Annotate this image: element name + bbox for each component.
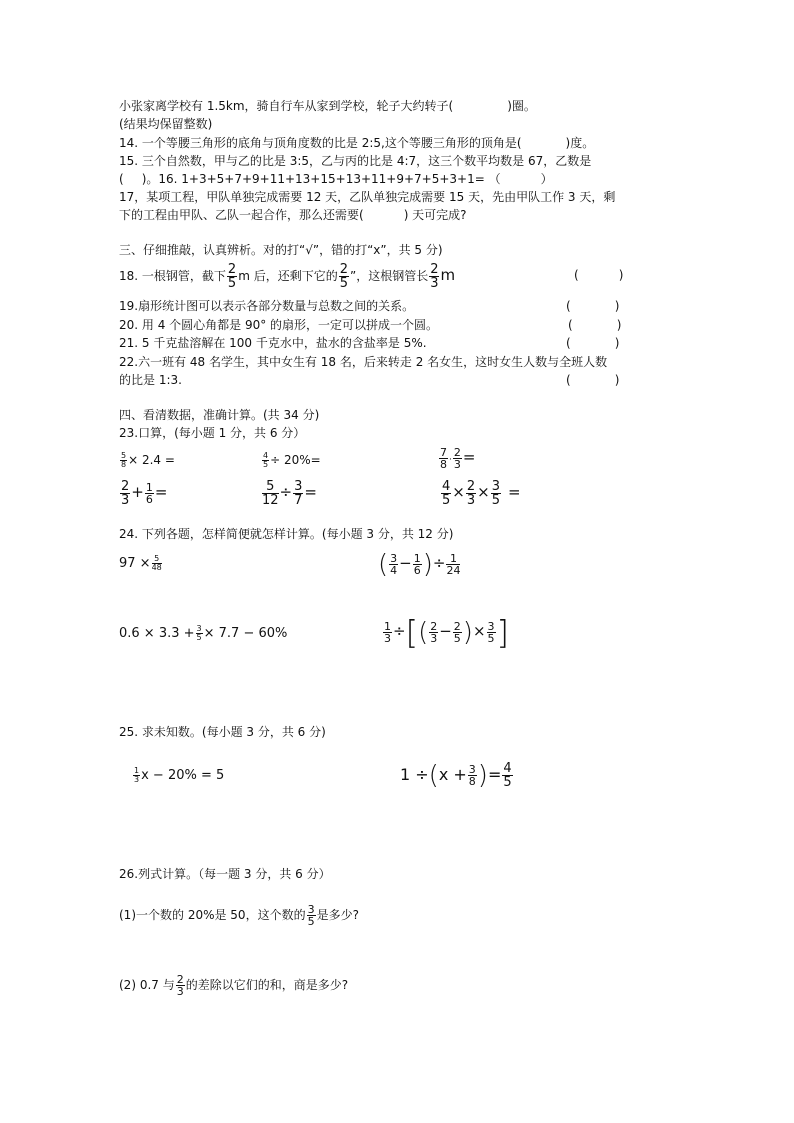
q22-line-2: 的比是 1:3. — [119, 373, 182, 387]
q15-line-1: 15. 三个自然数，甲与乙的比是 3:5，乙与丙的比是 4:7，这三个数平均数是 67，乙数是 — [119, 154, 592, 168]
fraction-7-8: $\frac{7}{8}$ — [440, 446, 447, 471]
q23-1-expression: × 2.4 = — [128, 453, 175, 467]
fraction-3-5: $\frac{3}{5}$ — [487, 620, 495, 645]
q13-tail: )圈。 — [507, 99, 536, 113]
fraction-1-3: $\frac{1}{3}$ — [134, 766, 140, 784]
times-sign: × — [472, 622, 486, 640]
equals-sign: = — [462, 448, 476, 466]
q23-heading: 23.口算，(每小题 1 分，共 6 分） — [119, 426, 306, 440]
fraction-2-5: $\frac{2}{5}$ — [227, 262, 237, 291]
fraction-3-5: $\frac{3}{5}$ — [307, 903, 315, 928]
q25-item-1 — [132, 762, 224, 790]
q15-line-2 — [119, 172, 553, 186]
fraction-3-4: $\frac{3}{4}$ — [390, 552, 398, 577]
q23-item-2 — [261, 448, 321, 472]
q23-item-3: $\frac{7}{8}$ · $\frac{2}{3}$ = — [440, 446, 476, 471]
q25-heading: 25. 求未知数。(每小题 3 分，共 6 分) — [119, 725, 326, 739]
close-bracket: ] — [496, 613, 510, 652]
equals-sign: = — [487, 765, 502, 784]
q17-line-2 — [119, 208, 467, 222]
fraction-2-3: $\frac{2}{3}$ — [466, 479, 476, 508]
q13-text: 小张家离学校有 1.5km，骑自行车从家到学校，轮子大约转子( — [119, 99, 454, 113]
q23-item-6 — [440, 476, 521, 509]
fraction-2-5: $\frac{2}{5}$ — [339, 262, 348, 291]
fraction-1-6: $\frac{1}{6}$ — [413, 552, 421, 577]
q18-text-3: ”，这根钢管长 — [349, 269, 429, 283]
q25-item-2 — [400, 756, 514, 794]
q24-item-3 — [119, 620, 287, 648]
q23-item-5 — [261, 476, 317, 509]
q16-text: )。16. 1+3+5+7+9+11+13+15+13+11+9+7+5+3+1= （ — [141, 172, 501, 186]
q26-item-1 — [119, 900, 359, 930]
q18-text-1: 18. 一根钢管，截下 — [119, 269, 226, 283]
q17-tail: ) 天可完成? — [403, 208, 467, 222]
open-bracket: [ — [405, 613, 419, 652]
fraction-2-3: $\frac{2}{3}$ — [430, 262, 439, 291]
equals-sign: = — [154, 483, 168, 501]
open-paren: ( — [428, 760, 439, 791]
q22-line-1: 22.六一班有 48 名学生，其中女生有 18 名，后来转走 2 名女生，这时女生人数与全班人数 — [119, 355, 608, 369]
fraction-4-5: $\frac{4}{5}$ — [263, 451, 269, 469]
q23-2-expression: ÷ 20%= — [270, 453, 321, 467]
q18-text-2: m 后，还剩下它的 — [238, 269, 338, 283]
q15-open: ( — [119, 172, 124, 186]
q24-1-head: 97 × — [119, 556, 151, 571]
q23-item-4 — [119, 476, 167, 509]
close-paren: ) — [477, 760, 488, 791]
open-paren: ( — [418, 617, 429, 648]
fraction-2-5: $\frac{2}{5}$ — [453, 620, 461, 645]
equals-sign: = — [508, 483, 521, 501]
fraction-3-5: $\frac{3}{5}$ — [491, 479, 500, 508]
q25-2-head: 1 ÷ — [400, 765, 429, 784]
divide-sign: ÷ — [279, 483, 293, 501]
q13-line-2: (结果均保留整数) — [119, 117, 213, 131]
q23-item-1 — [119, 448, 175, 472]
q25-1-equation: x − 20% = 5 — [141, 768, 225, 783]
divide-sign: ÷ — [432, 554, 446, 572]
q26-1-text: (1)一个数的 20%是 50，这个数的 — [119, 908, 306, 922]
fraction-4-5: $\frac{4}{5}$ — [442, 479, 451, 508]
fraction-3-5: $\frac{3}{5}$ — [196, 624, 202, 642]
close-paren: ) — [422, 549, 433, 580]
q14-line — [119, 136, 594, 150]
q24-3-head: 0.6 × 3.3 + — [119, 626, 195, 641]
q24-heading: 24. 下列各题，怎样简便就怎样计算。(每小题 3 分，共 12 分) — [119, 527, 454, 541]
q14-text: 14. 一个等腰三角形的底角与顶角度数的比是 2:5,这个等腰三角形的顶角是( — [119, 136, 522, 150]
q26-2-tail: 的差除以它们的和，商是多少? — [185, 978, 349, 992]
fraction-2-3: $\frac{2}{3}$ — [453, 446, 461, 471]
q25-2-x: x + — [438, 765, 467, 784]
q21-line: 21. 5 千克盐溶解在 100 千克水中，盐水的含盐率是 5%. — [119, 336, 427, 350]
unit-m: m — [440, 266, 456, 284]
fraction-1-24: $\frac{1}{24}$ — [446, 552, 461, 577]
equals-sign: = — [304, 483, 317, 501]
divide-sign: ÷ — [393, 622, 406, 640]
times-sign: × — [477, 483, 490, 501]
judge-bracket-18[interactable]: ( ) — [574, 268, 624, 282]
fraction-3-8: $\frac{3}{8}$ — [468, 763, 476, 788]
times-sign: × — [452, 483, 465, 501]
q13-line-1 — [119, 99, 536, 113]
fraction-1-3: $\frac{1}{3}$ — [384, 620, 391, 645]
open-paren: ( — [378, 549, 389, 580]
q24-item-4 — [382, 611, 509, 652]
minus-sign: − — [399, 554, 412, 572]
fraction-4-5: $\frac{4}{5}$ — [503, 761, 512, 790]
q14-tail: )度。 — [565, 136, 595, 150]
fraction-2-3: $\frac{2}{3}$ — [430, 620, 438, 645]
fraction-1-6: $\frac{1}{6}$ — [145, 481, 153, 506]
judge-bracket-22[interactable]: ( ) — [566, 373, 620, 387]
q20-line: 20. 用 4 个圆心角都是 90° 的扇形，一定可以拼成一个圆。 — [119, 318, 439, 332]
fraction-5-8: $\frac{5}{8}$ — [121, 451, 127, 469]
q19-line: 19.扇形统计图可以表示各部分数量与总数之间的关系。 — [119, 299, 415, 313]
q18-line — [119, 262, 455, 290]
q26-item-2 — [119, 970, 348, 1000]
close-paren: ) — [462, 617, 473, 648]
fraction-5-48: $\frac{5}{48}$ — [151, 554, 162, 572]
q16-close: ） — [540, 172, 553, 186]
minus-sign: − — [439, 622, 452, 640]
judge-bracket-20[interactable]: ( ) — [568, 318, 622, 332]
q17-line-1: 17，某项工程，甲队单独完成需要 12 天，乙队单独完成需要 15 天，先由甲队工作 3 天，剩 — [119, 190, 616, 204]
judge-bracket-19[interactable]: ( ) — [566, 299, 620, 313]
section-4-heading: 四、看清数据，准确计算。(共 34 分) — [119, 408, 320, 422]
q17-text: 下的工程由甲队、乙队一起合作，那么还需要( — [119, 208, 364, 222]
q26-1-tail: 是多少? — [316, 908, 359, 922]
q24-item-1 — [119, 550, 163, 578]
judge-bracket-21[interactable]: ( ) — [566, 336, 620, 350]
fraction-3-7: $\frac{3}{7}$ — [294, 479, 303, 508]
plus-sign: + — [131, 483, 144, 501]
fraction-2-3: $\frac{2}{3}$ — [121, 479, 130, 508]
fraction-2-3: $\frac{2}{3}$ — [176, 973, 184, 998]
q24-3-tail: × 7.7 − 60% — [203, 626, 288, 641]
q26-2-text: (2) 0.7 与 — [119, 978, 175, 992]
q24-item-2 — [378, 545, 461, 582]
fraction-5-12: $\frac{5}{12}$ — [262, 479, 279, 508]
q26-heading: 26.列式计算。（每一题 3 分，共 6 分） — [119, 867, 331, 881]
section-3-heading: 三、仔细推敲，认真辨析。对的打“√”，错的打“x”，共 5 分) — [119, 243, 443, 257]
